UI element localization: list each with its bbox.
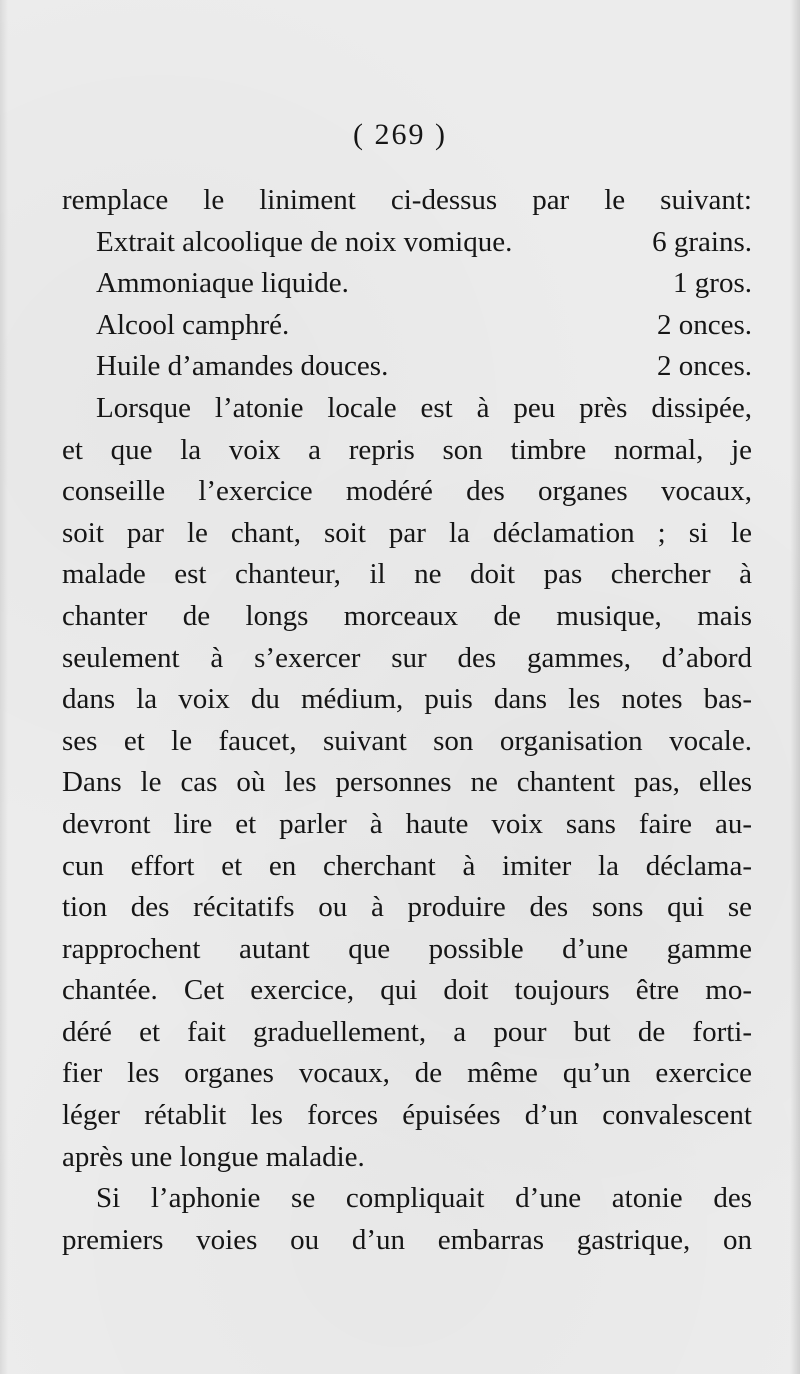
ingredient-name: Huile d’amandes douces. [96, 350, 389, 383]
page-number: ( 269 ) [353, 118, 447, 151]
ingredient-name: Ammoniaque liquide. [96, 267, 349, 300]
paragraph-first-line: Lorsque l’atonie locale est à peu près dissipée, [96, 391, 752, 424]
ingredient-quantity: 1 gros. [673, 267, 752, 300]
recipe-line [62, 346, 752, 388]
text-line: soit par le chant, soit par la déclamation ; si le [62, 516, 752, 549]
text-line: déré et fait graduellement, a pour but de forti- [62, 1015, 752, 1048]
page-text [62, 180, 752, 1261]
text-line: fier les organes vocaux, de même qu’un exercice [62, 1057, 752, 1090]
recipe-line [62, 222, 752, 264]
text-line: devront lire et parler à haute voix sans faire au- [62, 807, 752, 840]
text-line: tion des récitatifs ou à produire des sons qui se [62, 891, 752, 924]
text-line: Dans le cas où les personnes ne chantent pas, elles [62, 766, 752, 799]
recipe-line [62, 263, 752, 305]
text-line: ses et le faucet, suivant son organisation vocale. [62, 724, 752, 757]
text-line: cun effort et en cherchant à imiter la déclama- [62, 849, 752, 882]
ingredient-name: Extrait alcoolique de noix vomique. [96, 225, 513, 258]
text-line: conseille l’exercice modéré des organes vocaux, [62, 475, 752, 508]
text-line: rapprochent autant que possible d’une gamme [62, 932, 752, 965]
ingredient-quantity: 2 onces. [656, 308, 752, 341]
text-line: chantée. Cet exercice, qui doit toujours être mo- [62, 974, 752, 1007]
recipe-line [62, 305, 752, 347]
page-shadow-right [790, 0, 800, 1374]
text-line: malade est chanteur, il ne doit pas chercher à [62, 558, 752, 591]
ingredient-quantity: 2 onces. [656, 350, 752, 383]
page-shadow-left [0, 0, 8, 1374]
ingredient-name: Alcool camphré. [96, 308, 290, 341]
text-line: premiers voies ou d’un embarras gastrique, on [62, 1223, 752, 1256]
text-line: dans la voix du médium, puis dans les notes bas- [62, 683, 752, 716]
text-line: chanter de longs morceaux de musique, mais [62, 599, 752, 632]
text-line: et que la voix a repris son timbre normal, je [62, 433, 752, 466]
text-line: léger rétablit les forces épuisées d’un convalescent [62, 1099, 752, 1132]
text-line: seulement à s’exercer sur des gammes, d’abord [62, 641, 752, 674]
text-line: remplace le liniment ci-dessus par le suivant: [62, 184, 752, 216]
paragraph-last-line: après une longue maladie. [62, 1140, 365, 1173]
ingredient-quantity: 6 grains. [652, 225, 752, 258]
paragraph-first-line: Si l’aphonie se compliquait d’une atonie des [96, 1182, 752, 1215]
